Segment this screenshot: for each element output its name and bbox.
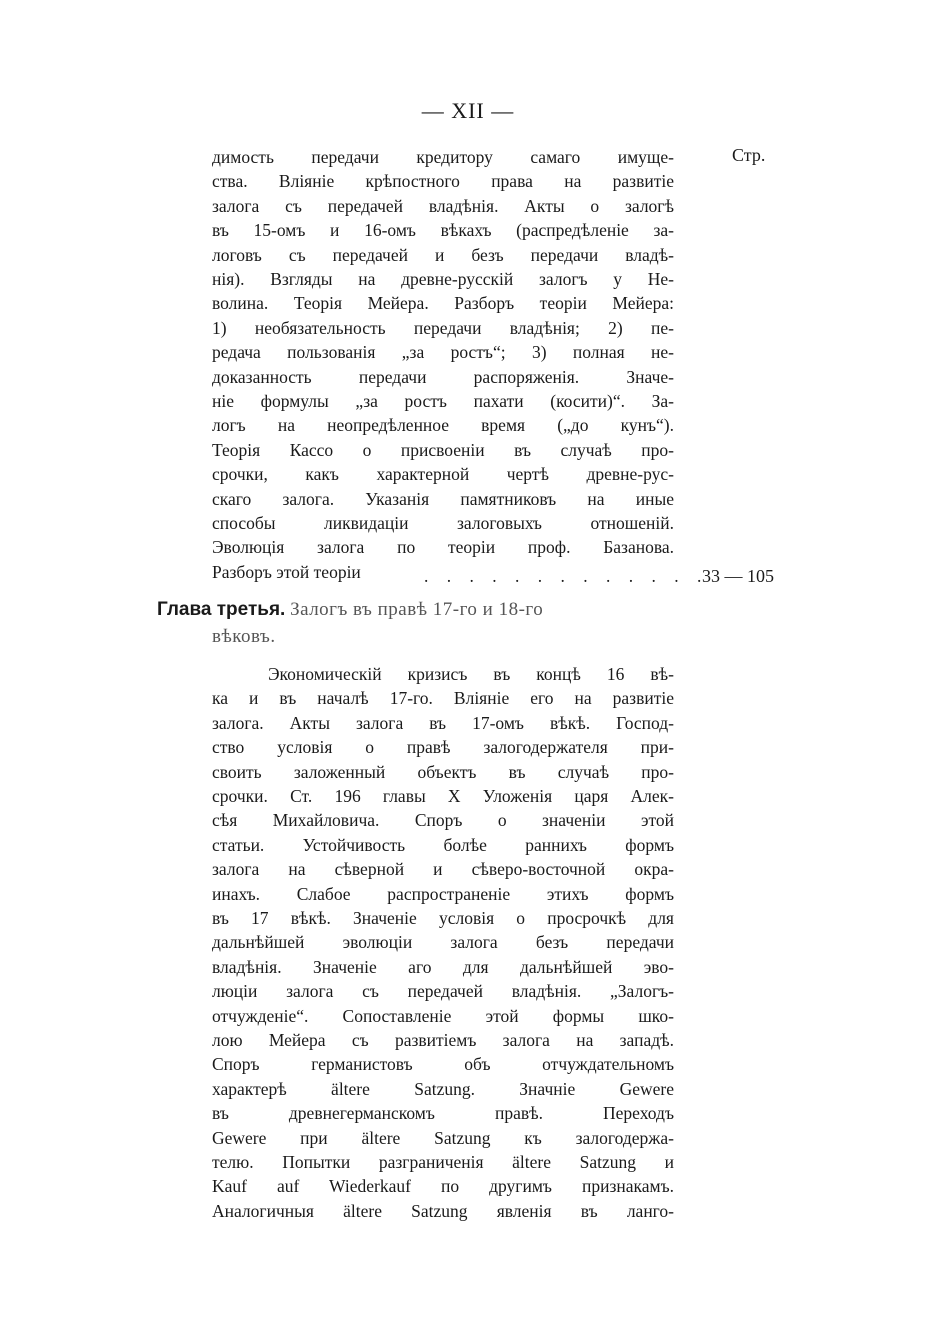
text-line: своить заложенный объектъ въ случаѣ про-: [212, 761, 674, 782]
text-line: Gewere при ältere Satzung къ залогодержа-: [212, 1127, 674, 1148]
text-line: ства. Вліяніе крѣпостного права на развитіе: [212, 171, 674, 192]
text-line: въ 17 вѣкѣ. Значеніе условія о просрочкѣ для: [212, 908, 674, 928]
chapter-title-part2: вѣковъ.: [212, 626, 276, 647]
page-range: 33 — 105: [702, 566, 774, 586]
text-line: димость передачи кредитору самаго имуще-: [212, 147, 674, 167]
chapter-title-part1: Залогъ въ правѣ 17-го и 18-го: [290, 599, 544, 620]
text-line: характерѣ ältere Satzung. Значніе Gewere: [212, 1078, 674, 1099]
chapter-heading: [157, 598, 543, 622]
text-line: дальнѣйшей эволюціи залога безъ передачи: [212, 932, 674, 953]
text-line: ніе формулы „за ростъ пахати (косити)“. За-: [212, 391, 674, 411]
text-line: ство условія о правѣ залогодержателя при-: [212, 737, 674, 758]
text-line: Разборъ этой теоріи: [212, 561, 361, 582]
text-line: Аналогичныя ältere Satzung явленія въ ланго-: [212, 1200, 674, 1221]
text-line: сѣя Михайловича. Споръ о значеніи этой: [212, 810, 674, 831]
text-line: статьи. Устойчивость болѣе раннихъ формъ: [212, 834, 674, 855]
text-line: нія). Взгляды на древне-русскій залогъ у Не-: [212, 269, 674, 289]
text-line: Kauf auf Wiederkauf по другимъ признакамъ.: [212, 1176, 674, 1197]
text-line: Экономическій кризисъ въ концѣ 16 вѣ-: [268, 664, 674, 684]
text-line: лою Мейера съ развитіемъ залога на западѣ.: [212, 1030, 674, 1050]
text-line: въ 15-омъ и 16-омъ вѣкахъ (распредѣленіе за-: [212, 220, 674, 241]
page-column-label: Стр.: [732, 145, 766, 165]
text-line: люціи залога съ передачей владѣнія. „Залогъ-: [212, 981, 674, 1002]
text-line: отчужденіе“. Сопоставленіе этой формы шко-: [212, 1005, 674, 1026]
text-line: залога. Акты залога въ 17-омъ вѣкѣ. Господ-: [212, 712, 674, 733]
chapter-label: Глава третья.: [157, 599, 286, 620]
text-line: Споръ германистовъ объ отчуждательномъ: [212, 1054, 674, 1075]
text-line: залога съ передачей владѣнія. Акты о залогѣ: [212, 195, 674, 216]
text-line: логъ на неопредѣленное время („до кунъ“).: [212, 415, 674, 436]
text-line: срочки, какъ характерной чертѣ древне-рус-: [212, 464, 674, 485]
text-line: Теорія Кассо о присвоеніи въ случаѣ про-: [212, 439, 674, 460]
text-line: ка и въ началѣ 17-го. Вліяніе его на развитіе: [212, 688, 674, 709]
text-line: редача пользованія „за ростъ“; 3) полная не-: [212, 342, 674, 363]
text-line: срочки. Ст. 196 главы X Уложенія царя Алек-: [212, 786, 674, 806]
text-line: Эволюція залога по теоріи проф. Базанова.: [212, 537, 674, 558]
text-line: телю. Попытки разграниченія ältere Satzung и: [212, 1152, 674, 1172]
text-line: волина. Теорія Мейера. Разборъ теоріи Мейера:: [212, 293, 674, 314]
text-line: способы ликвидаціи залоговыхъ отношеній.: [212, 513, 674, 533]
page-number: — XII —: [421, 98, 515, 123]
text-line: инахъ. Слабое распространеніе этихъ формъ: [212, 883, 674, 904]
text-line: логовъ съ передачей и безъ передачи владѣ-: [212, 244, 674, 265]
text-line: доказанность передачи распоряженія. Значе-: [212, 366, 674, 387]
leader-dots: . . . . . . . . . . . . .: [424, 566, 709, 586]
text-line: въ древнегерманскомъ правѣ. Переходъ: [212, 1103, 674, 1124]
text-line: скаго залога. Указанія памятниковъ на иные: [212, 488, 674, 509]
text-line: залога на сѣверной и сѣверо-восточной окра-: [212, 859, 674, 880]
text-line: владѣнія. Значеніе аго для дальнѣйшей эво-: [212, 956, 674, 977]
text-line: 1) необязательность передачи владѣнія; 2) пе-: [212, 317, 674, 338]
